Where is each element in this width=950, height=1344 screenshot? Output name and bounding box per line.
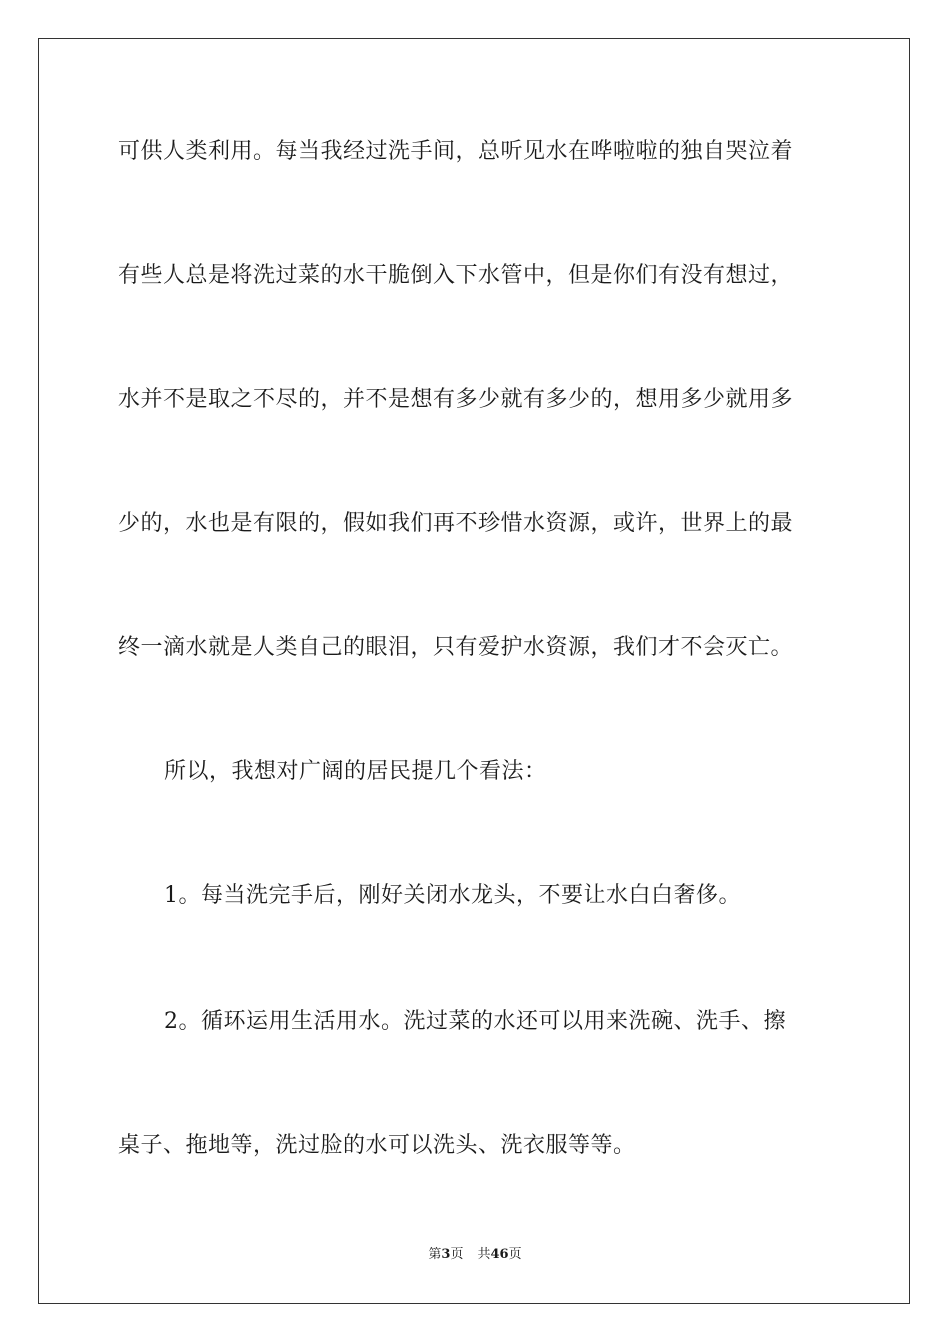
paragraph-line: 有些人总是将洗过菜的水干脆倒入下水管中，但是你们有没有想过， — [118, 263, 794, 288]
list-item-1: 1。每当洗完手后，刚好关闭水龙头，不要让水白白奢侈。 — [164, 883, 741, 908]
page-border — [38, 38, 910, 1304]
total-suffix: 页 — [508, 1247, 522, 1262]
page-number: 3 — [441, 1247, 451, 1262]
list-item-2: 2。循环运用生活用水。洗过菜的水还可以用来洗碗、洗手、擦 — [164, 1009, 786, 1034]
paragraph-line: 少的，水也是有限的，假如我们再不珍惜水资源，或许，世界上的最 — [118, 511, 794, 536]
paragraph-line: 可供人类利用。每当我经过洗手间，总听见水在哗啦啦的独自哭泣着 — [118, 139, 794, 164]
page-footer — [0, 1246, 950, 1264]
page-suffix: 页 — [450, 1247, 464, 1262]
paragraph-line: 桌子、拖地等，洗过脸的水可以洗头、洗衣服等等。 — [118, 1133, 636, 1158]
page-prefix: 第 — [428, 1247, 442, 1262]
paragraph-line: 终一滴水就是人类自己的眼泪，只有爱护水资源，我们才不会灭亡。 — [118, 635, 794, 660]
paragraph-line: 所以，我想对广阔的居民提几个看法： — [164, 759, 547, 784]
paragraph-line: 水并不是取之不尽的，并不是想有多少就有多少的，想用多少就用多 — [118, 387, 794, 412]
total-pages: 46 — [490, 1247, 509, 1262]
total-prefix: 共 — [477, 1247, 491, 1262]
